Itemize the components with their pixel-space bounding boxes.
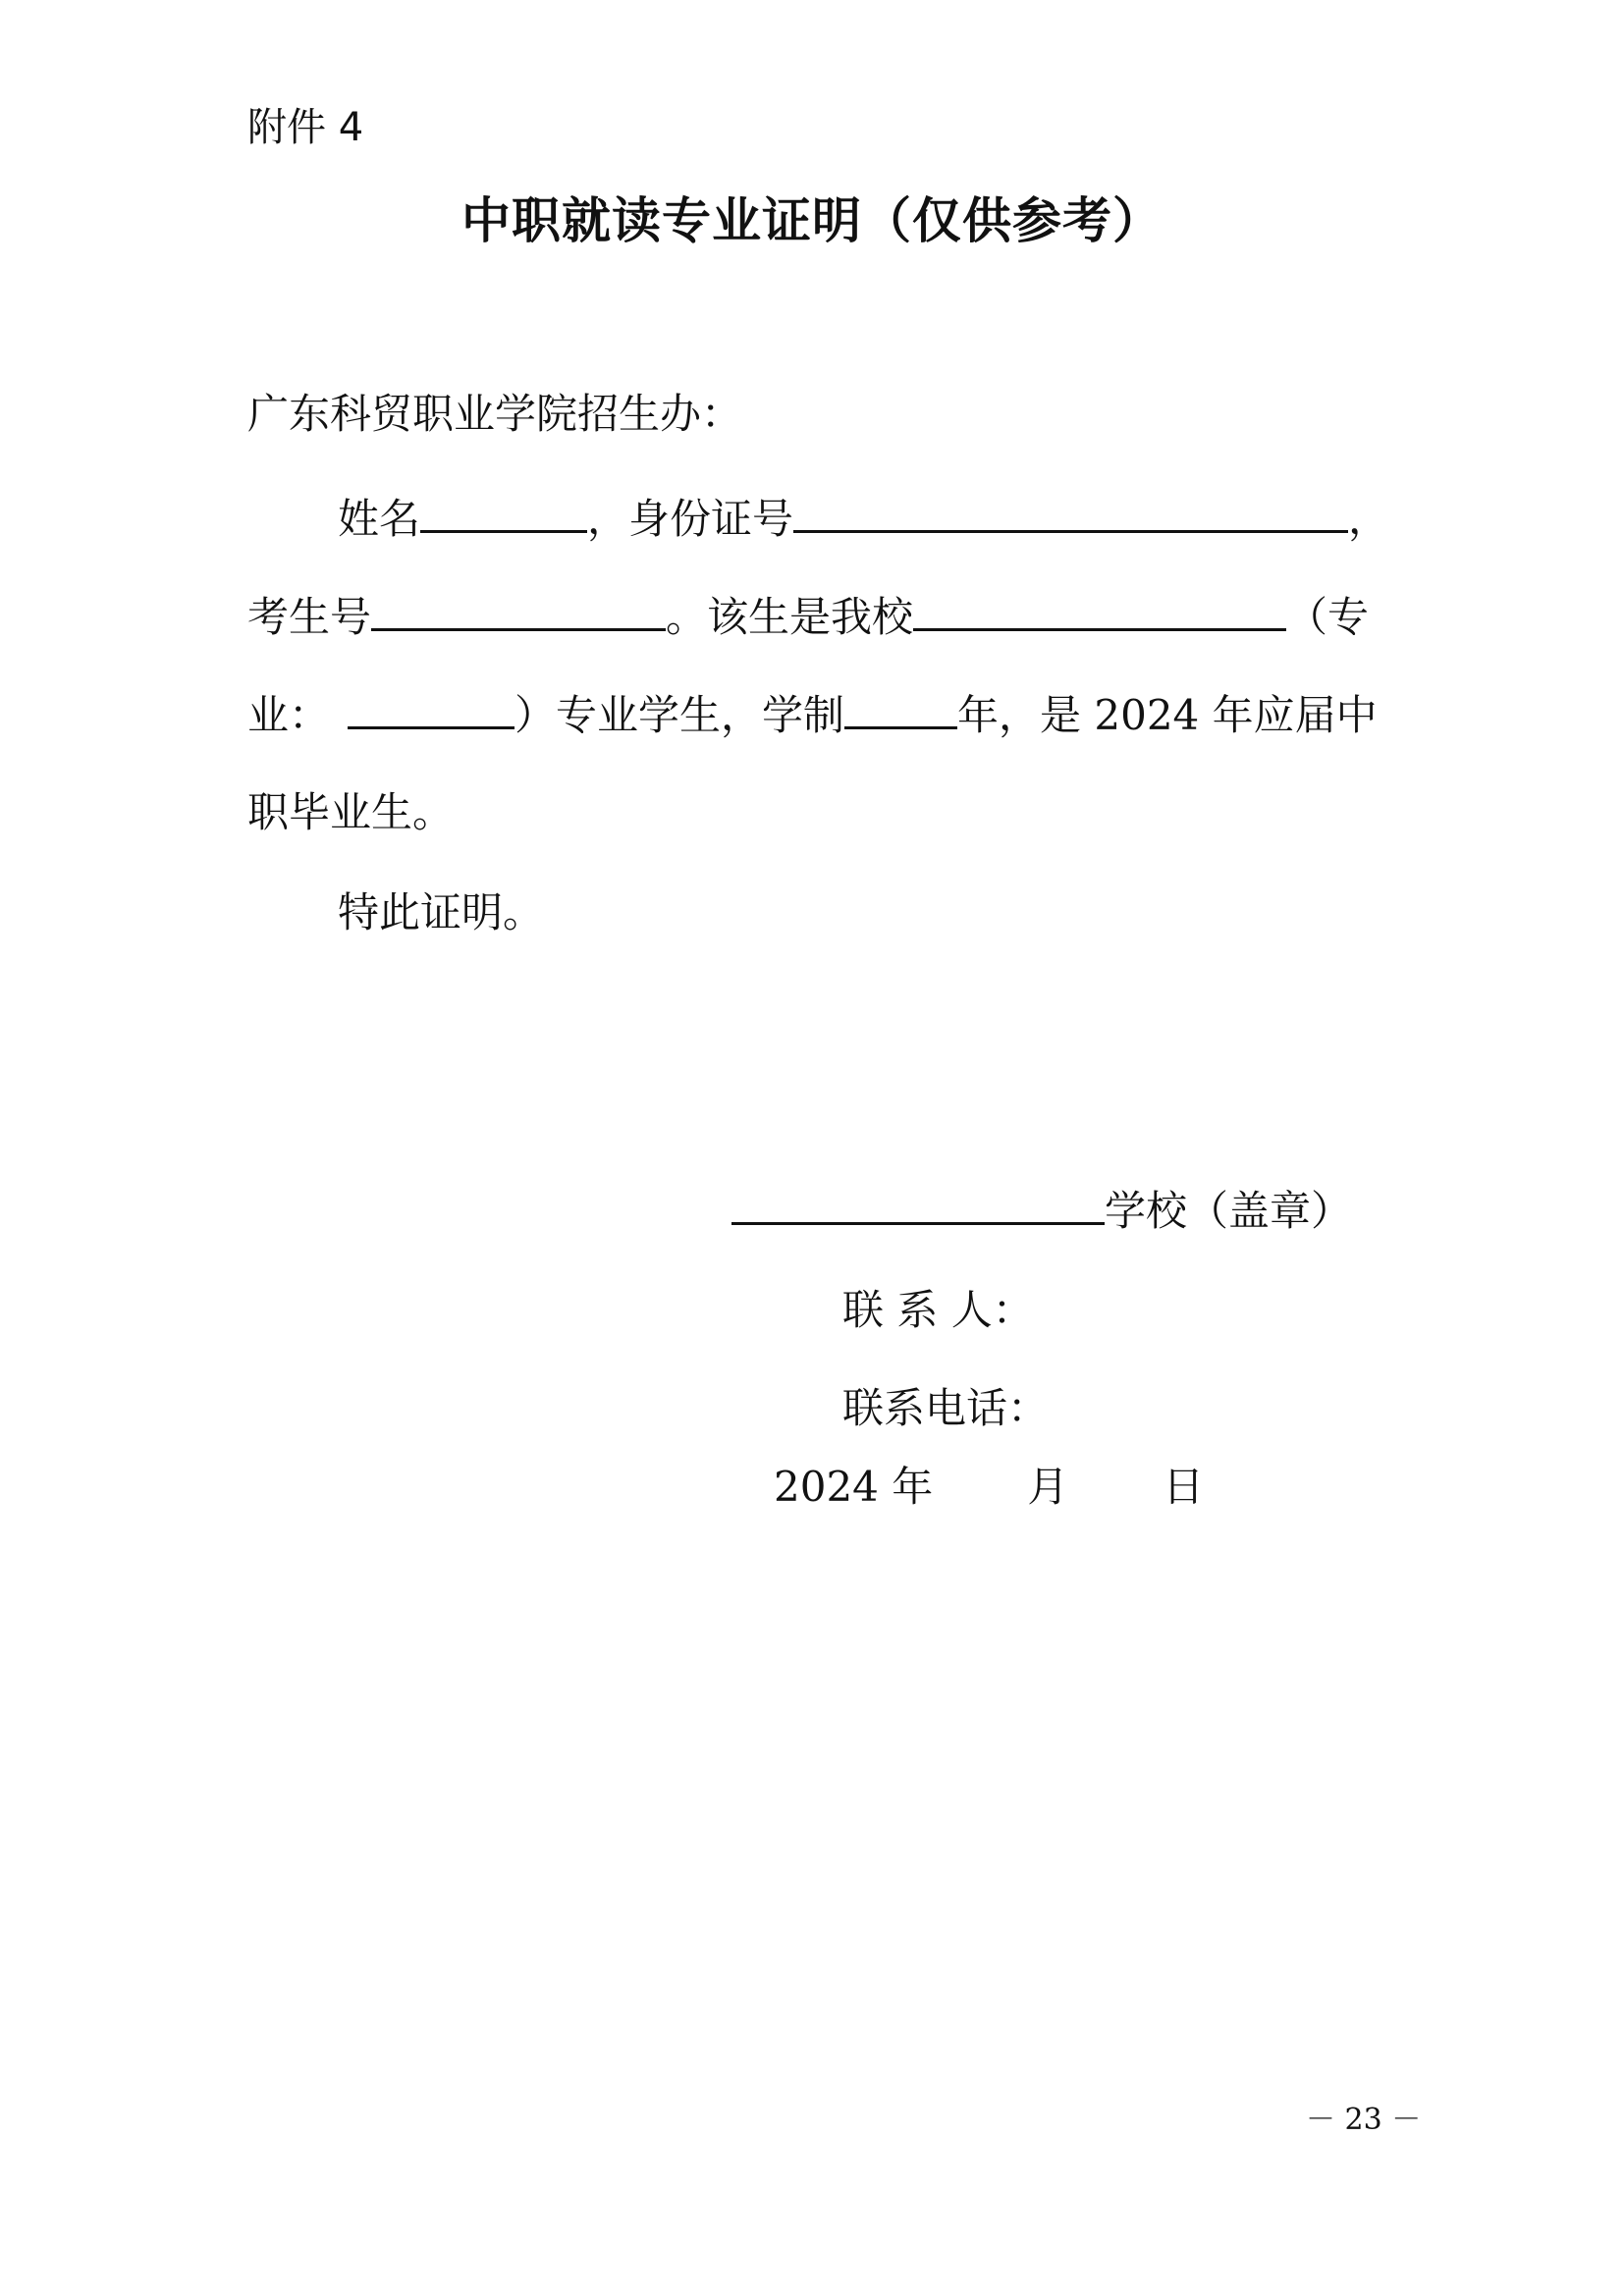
contact-phone: 联系电话： [842,1384,1050,1432]
major-open: （专 [1286,593,1370,641]
major-label: 业： [247,691,331,739]
school-stamp-line [731,1181,1352,1241]
exam-school-line [247,587,1386,647]
major-line [247,685,1386,745]
date-month: 月 [1027,1463,1069,1511]
year-tail: 年，是 2024 年应届中 [957,691,1378,739]
date-year: 2024 年 [774,1463,934,1511]
graduate-line: 职毕业生。 [247,788,455,836]
school-stamp-blank[interactable] [731,1181,1105,1225]
contact-person: 联 系 人： [842,1286,1034,1334]
major-tail: ）专业学生，学制 [514,691,845,739]
name-id-line [247,489,1390,549]
page-number: － 23 － [1306,2103,1422,2137]
name-blank[interactable] [420,489,587,533]
school-stamp-label: 学校（盖章） [1105,1187,1353,1235]
school-intro: 。该生是我校 [666,593,914,641]
salutation: 广东科贸职业学院招生办： [247,390,743,438]
exam-number-label: 考生号 [247,593,372,641]
school-name-blank[interactable] [913,587,1286,631]
page-title: 中职就读专业证明（仅供参考） [461,192,1163,249]
certify-line [247,883,1386,942]
major-blank[interactable] [348,685,514,729]
study-years-blank[interactable] [844,685,957,729]
id-number-blank[interactable] [793,489,1348,533]
certify-text: 特此证明。 [338,888,545,936]
name-label: 姓名 [338,495,421,543]
date-line [774,1458,1204,1517]
attachment-label: 附件 4 [247,105,364,150]
id-label: ，身份证号 [587,495,794,543]
id-end-punct: ， [1348,495,1390,543]
date-day: 日 [1163,1463,1205,1511]
exam-number-blank[interactable] [371,587,666,631]
